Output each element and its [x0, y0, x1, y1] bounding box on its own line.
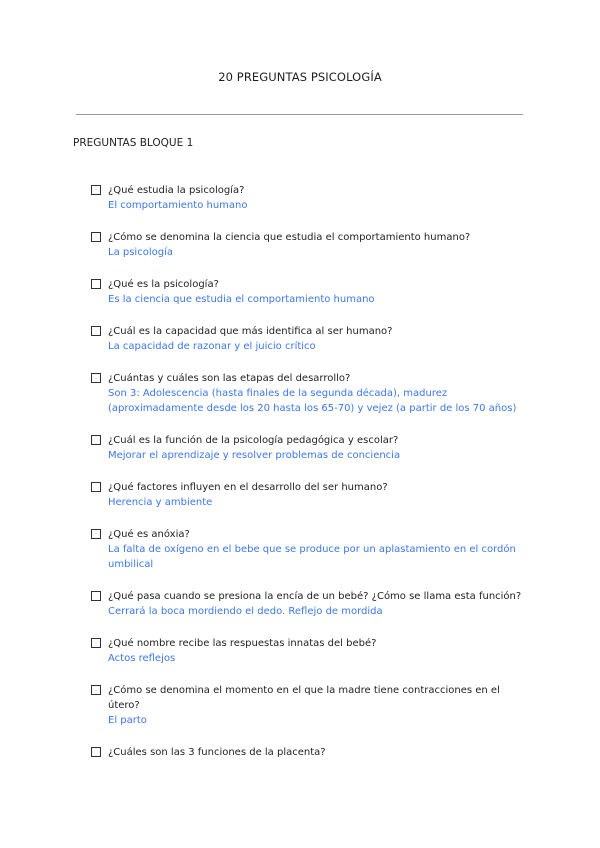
section-title: PREGUNTAS BLOQUE 1 [73, 137, 194, 149]
question-text: ¿Qué es anóxia? [108, 529, 190, 540]
document-title: 20 PREGUNTAS PSICOLOGÍA [218, 70, 382, 84]
question-item [91, 324, 531, 354]
question-item [91, 277, 531, 307]
answer-text: Es la ciencia que estudia el comportamiento humano [108, 294, 375, 305]
answer-text: Herencia y ambiente [108, 497, 213, 508]
checkbox[interactable] [91, 326, 101, 336]
question-item [91, 683, 531, 728]
checkbox[interactable] [91, 279, 101, 289]
question-item [91, 183, 531, 213]
checkbox[interactable] [91, 482, 101, 492]
checkbox[interactable] [91, 185, 101, 195]
question-list [91, 183, 531, 777]
answer-text: Actos reflejos [108, 653, 176, 664]
question-text: ¿Qué factores influyen en el desarrollo del ser humano? [108, 482, 388, 493]
answer-text: El parto [108, 715, 147, 726]
question-item [91, 480, 531, 510]
question-text: ¿Cómo se denomina el momento en el que la madre tiene contracciones en el útero? [108, 685, 500, 711]
question-text: ¿Qué es la psicología? [108, 279, 219, 290]
checkbox[interactable] [91, 373, 101, 383]
checkbox[interactable] [91, 529, 101, 539]
question-item [91, 230, 531, 260]
question-item [91, 371, 531, 416]
answer-text: La psicología [108, 247, 173, 258]
question-item [91, 589, 531, 619]
question-text: ¿Qué nombre recibe las respuestas innatas del bebé? [108, 638, 377, 649]
question-text: ¿Qué estudia la psicología? [108, 185, 245, 196]
answer-text: Son 3: Adolescencia (hasta finales de la segunda década), madurez (aproximadamente desde los 20 hasta los 65-70) y vejez (a partir de los 70 años) [108, 388, 517, 414]
answer-text: La capacidad de razonar y el juicio crítico [108, 341, 316, 352]
question-text: ¿Cuál es la capacidad que más identifica al ser humano? [108, 326, 393, 337]
question-text: ¿Cuál es la función de la psicología pedagógica y escolar? [108, 435, 399, 446]
checkbox[interactable] [91, 232, 101, 242]
checkbox[interactable] [91, 591, 101, 601]
checkbox[interactable] [91, 685, 101, 695]
question-item [91, 527, 531, 572]
question-text: ¿Cómo se denomina la ciencia que estudia el comportamiento humano? [108, 232, 471, 243]
question-item [91, 433, 531, 463]
question-text: ¿Qué pasa cuando se presiona la encía de un bebé? ¿Cómo se llama esta función? [108, 591, 522, 602]
horizontal-divider [76, 114, 523, 115]
question-text: ¿Cuáles son las 3 funciones de la placenta? [108, 747, 326, 758]
answer-text: La falta de oxígeno en el bebe que se produce por un aplastamiento en el cordón umbilical [108, 544, 516, 570]
answer-text: El comportamiento humano [108, 200, 248, 211]
checkbox[interactable] [91, 747, 101, 757]
checkbox[interactable] [91, 638, 101, 648]
question-item [91, 745, 531, 760]
answer-text: Cerrará la boca mordiendo el dedo. Reflejo de mordida [108, 606, 383, 617]
checkbox[interactable] [91, 435, 101, 445]
question-text: ¿Cuántas y cuáles son las etapas del desarrollo? [108, 373, 351, 384]
question-item [91, 636, 531, 666]
answer-text: Mejorar el aprendizaje y resolver problemas de conciencia [108, 450, 401, 461]
